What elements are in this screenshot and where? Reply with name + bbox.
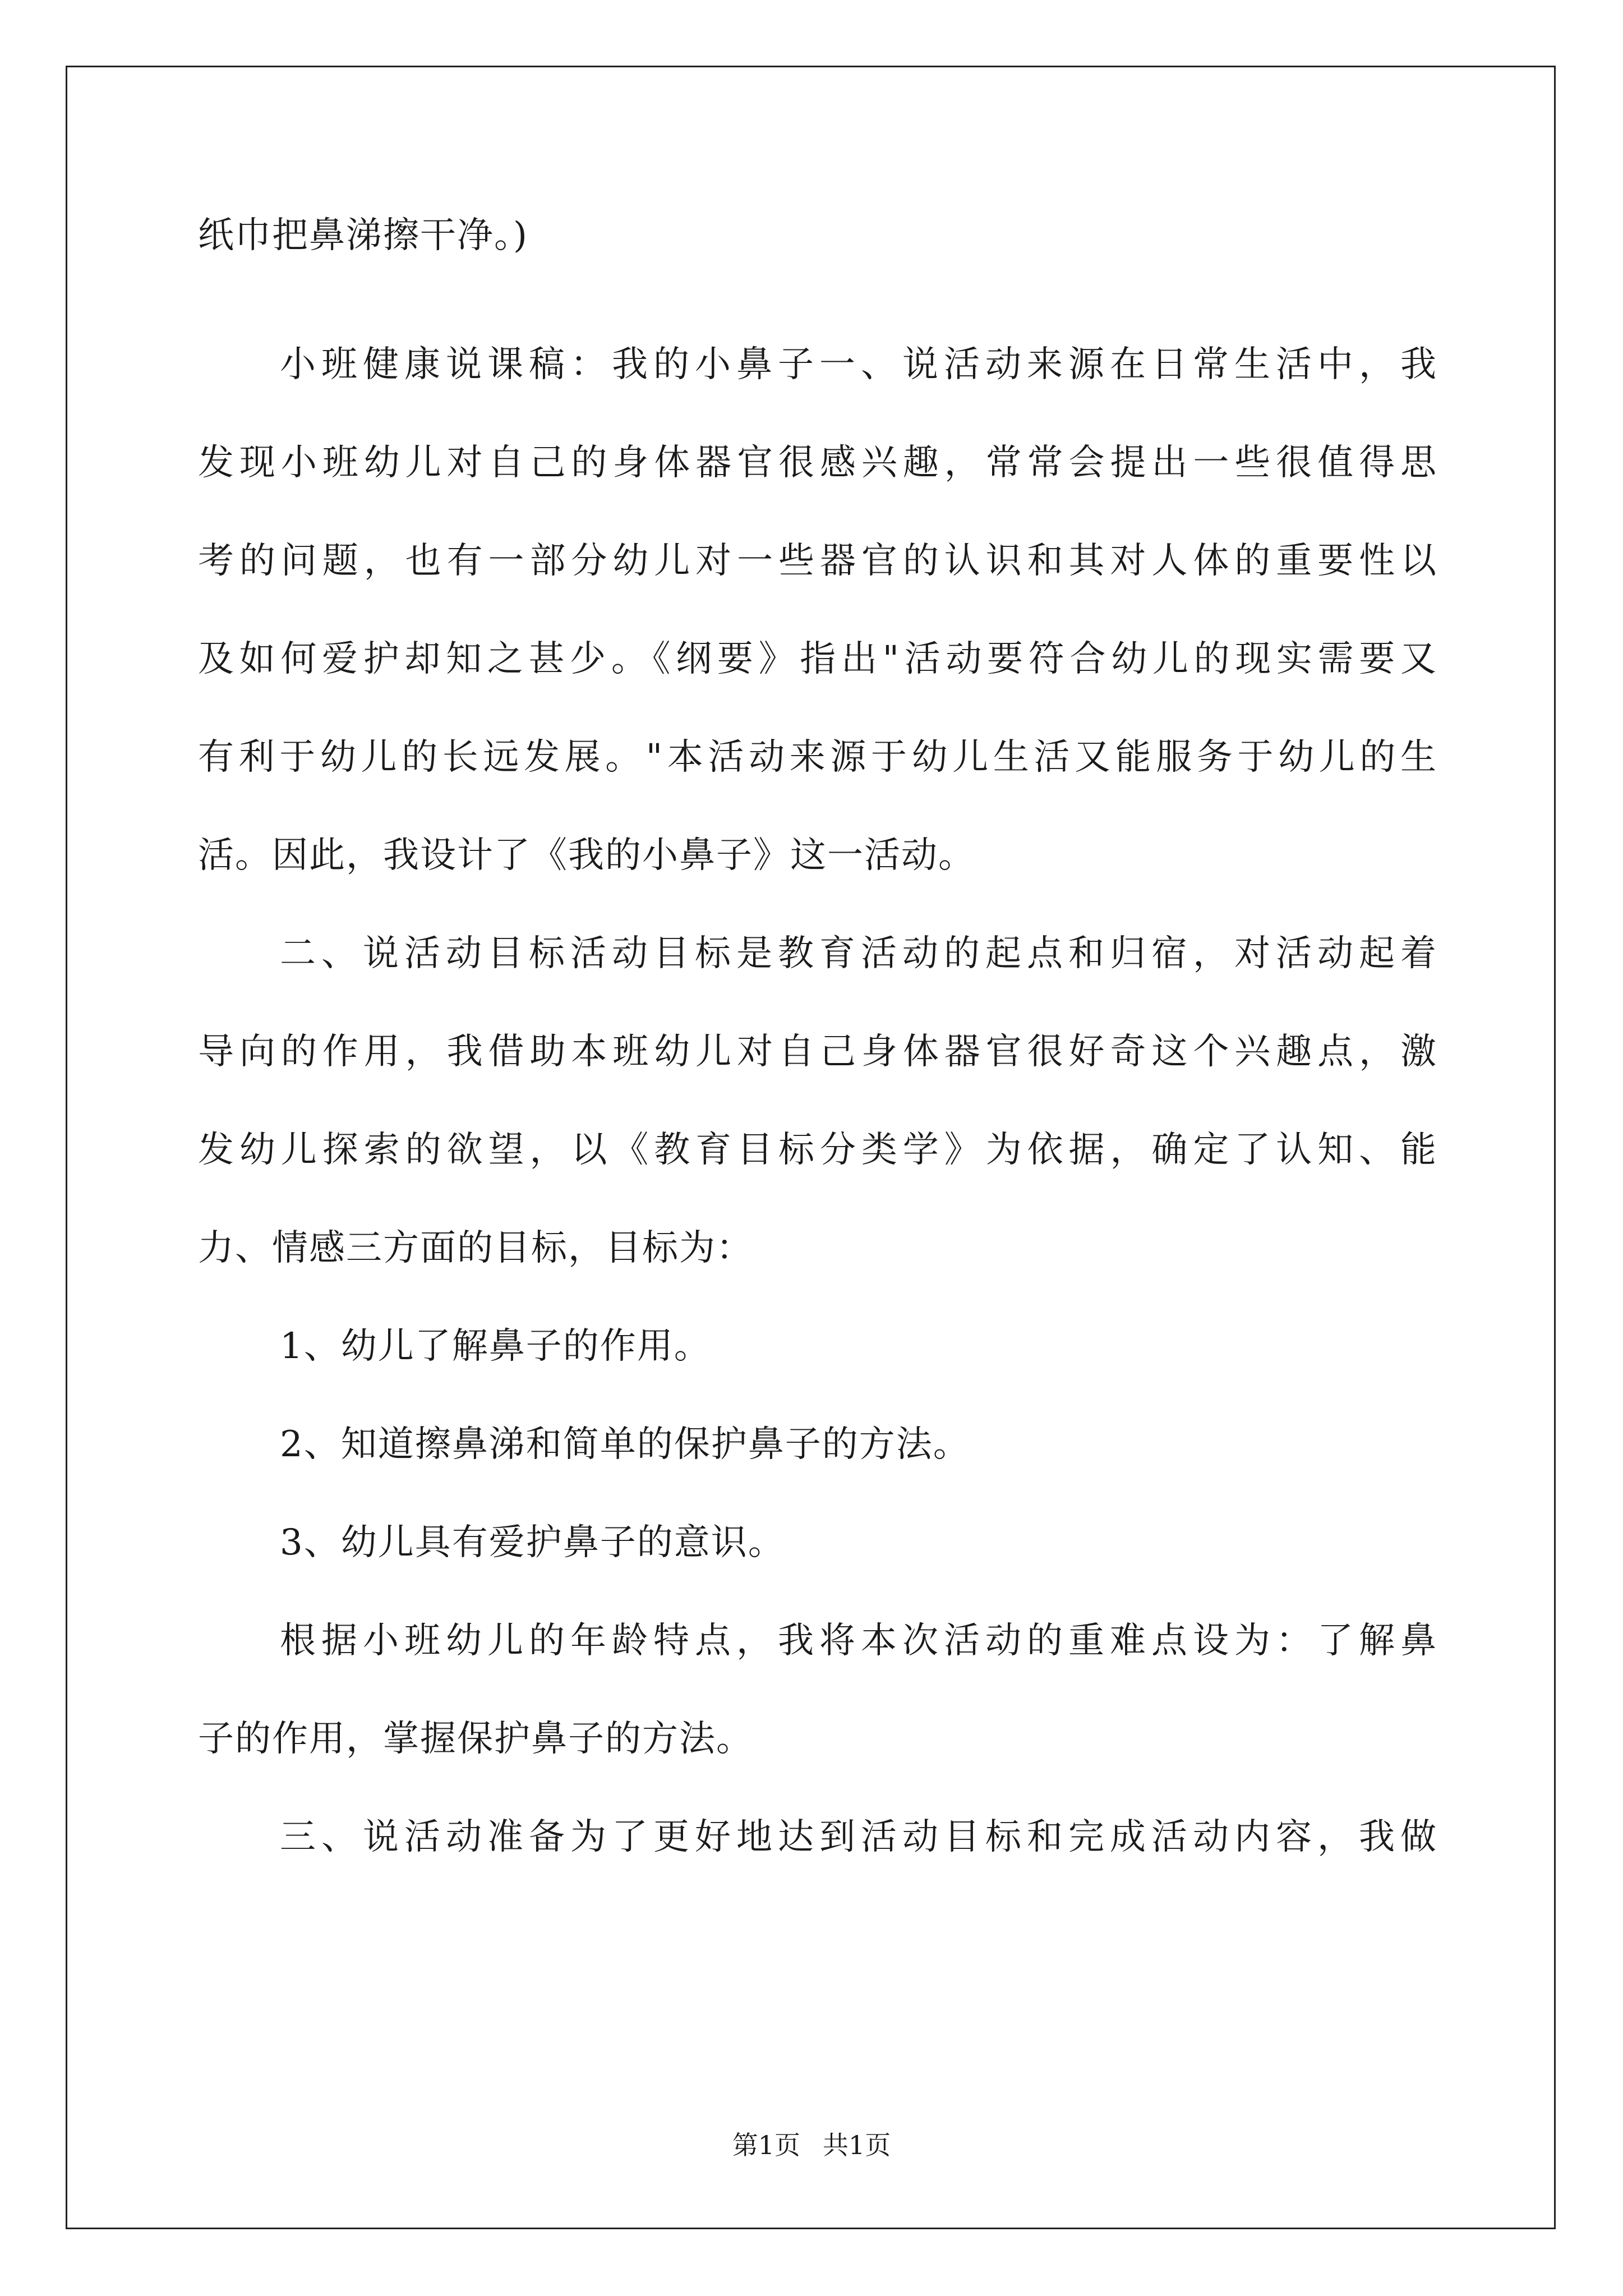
page-number: 第1页 <box>732 2130 800 2160</box>
text-line: 纸巾把鼻涕擦干净。) <box>198 215 528 256</box>
page-footer <box>0 2128 1623 2162</box>
text-line: 有利于幼儿的长远发展。"本活动来源于幼儿生活又能服务于幼儿的生 <box>198 737 1437 778</box>
text-line: 根据小班幼儿的年龄特点，我将本次活动的重难点设为：了解鼻 <box>280 1620 1437 1662</box>
text-line: 1、幼儿了解鼻子的作用。 <box>280 1326 711 1367</box>
text-line: 发现小班幼儿对自己的身体器官很感兴趣，常常会提出一些很值得思 <box>198 442 1437 484</box>
text-line: 二、说活动目标活动目标是教育活动的起点和归宿，对活动起着 <box>280 933 1437 974</box>
text-line: 发幼儿探索的欲望，以《教育目标分类学》为依据，确定了认知、能 <box>198 1129 1437 1171</box>
text-line: 3、幼儿具有爱护鼻子的意识。 <box>280 1522 785 1563</box>
page-total: 共1页 <box>823 2130 891 2160</box>
text-line: 子的作用，掌握保护鼻子的方法。 <box>198 1718 753 1760</box>
text-line: 及如何爱护却知之甚少。《纲要》指出"活动要符合幼儿的现实需要又 <box>198 638 1437 680</box>
text-line: 三、说活动准备为了更好地达到活动目标和完成活动内容，我做 <box>280 1816 1437 1858</box>
text-line: 导向的作用，我借助本班幼儿对自己身体器官很好奇这个兴趣点，激 <box>198 1031 1437 1073</box>
text-line: 力、情感三方面的目标，目标为： <box>198 1227 753 1269</box>
text-line: 考的问题，也有一部分幼儿对一些器官的认识和其对人体的重要性以 <box>198 540 1437 582</box>
text-line: 小班健康说课稿：我的小鼻子一、说活动来源在日常生活中，我 <box>280 344 1437 385</box>
text-line: 活。因此，我设计了《我的小鼻子》这一活动。 <box>198 835 975 876</box>
text-line: 2、知道擦鼻涕和简单的保护鼻子的方法。 <box>280 1424 970 1465</box>
